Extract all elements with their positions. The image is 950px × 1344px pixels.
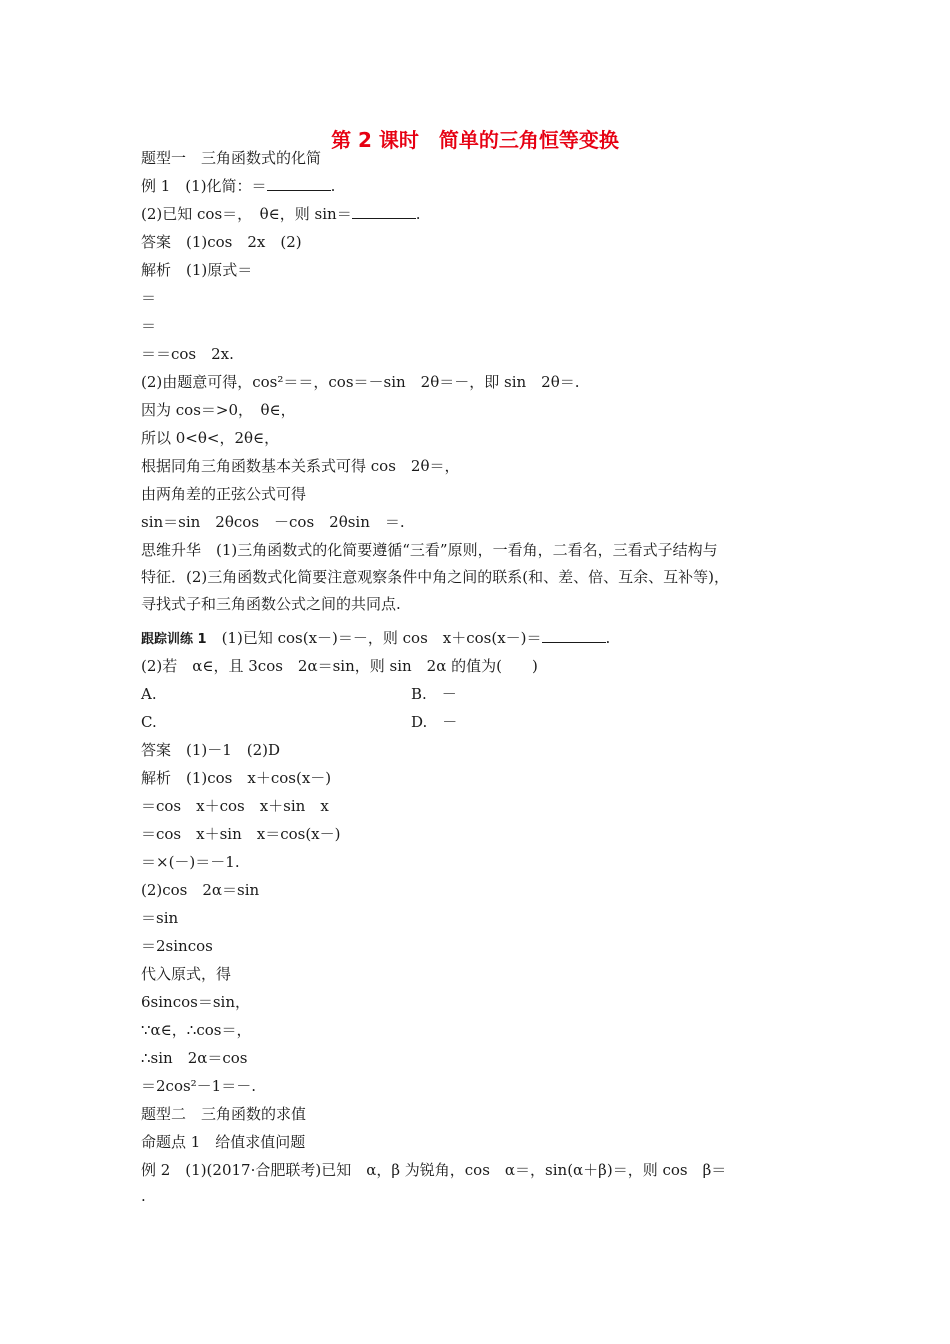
option-a: A. (141, 685, 157, 703)
equation-line: ＝cos x＋cos x＋sin x (141, 797, 329, 815)
text: (2)已知 cos＝， θ∈，则 sin＝ (141, 205, 352, 223)
equation-line: ＝ (141, 289, 157, 307)
equation-line: ＝＝cos 2x. (141, 345, 234, 363)
text: . (605, 629, 611, 647)
solution-line: sin＝sin 2θcos －cos 2θsin ＝. (141, 513, 405, 531)
summary-line: 思维升华 (1)三角函数式的化简要遵循“三看”原则，一看角，二看名，三看式子结构与 (141, 541, 718, 559)
answer-blank (542, 628, 606, 643)
answer-line: 答案 (1)cos 2x (2) (141, 233, 302, 251)
solution-line: 根据同角三角函数基本关系式可得 cos 2θ＝， (141, 457, 460, 475)
analysis-line: 解析 (1)原式＝ (141, 261, 253, 279)
equation-line: (2)cos 2α＝sin (141, 881, 260, 899)
equation-line: ＝ (141, 317, 157, 335)
answer-blank (352, 204, 416, 219)
solution-line: 代入原式，得 (141, 965, 232, 983)
equation-line: ＝2cos²－1＝－. (141, 1077, 256, 1095)
text: . (415, 205, 421, 223)
summary-line: 寻找式子和三角函数公式之间的共同点. (141, 595, 401, 613)
practice-1-q2: (2)若 α∈，且 3cos 2α＝sin，则 sin 2α 的值为( ) (141, 657, 538, 675)
option-c: C. (141, 713, 157, 731)
analysis-line: 解析 (1)cos x＋cos(x－) (141, 769, 332, 787)
option-b: B. － (411, 685, 457, 703)
practice-label: 跟踪训练 1 (141, 632, 207, 647)
practice-1-q1 (141, 628, 610, 650)
solution-line: (2)由题意可得，cos²＝＝，cos＝－sin 2θ＝－，即 sin 2θ＝. (141, 373, 580, 391)
equation-line: ＝sin (141, 909, 179, 927)
equation-line: ＝×(－)＝－1. (141, 853, 240, 871)
equation-line: 6sincos＝sin， (141, 993, 250, 1011)
equation-line: ∵α∈，∴cos＝， (141, 1021, 252, 1039)
example-1-q2 (141, 204, 421, 224)
section-heading-1: 题型一 三角函数式的化简 (141, 149, 322, 167)
text: (1)已知 cos(x－)＝－，则 cos x＋cos(x－)＝ (206, 629, 542, 647)
option-d: D. － (411, 713, 458, 731)
text: 例 1 (1)化简：＝ (141, 177, 267, 195)
solution-line: 由两角差的正弦公式可得 (141, 485, 307, 503)
summary-line: 特征．(2)三角函数式化简要注意观察条件中角之间的联系(和、差、倍、互余、互补等)， (141, 568, 729, 586)
topic-point-1: 命题点 1 给值求值问题 (141, 1133, 306, 1151)
equation-line: ＝cos x＋sin x＝cos(x－) (141, 825, 341, 843)
answer-line: 答案 (1)－1 (2)D (141, 741, 281, 759)
answer-blank (267, 176, 331, 191)
example-1-q1 (141, 176, 335, 196)
solution-line: 因为 cos＝>0， θ∈， (141, 401, 296, 419)
text: . (330, 177, 336, 195)
example-2-q1: 例 2 (1)(2017·合肥联考)已知 α，β 为锐角，cos α＝，sin(α＋β)＝，则 cos β＝ (141, 1161, 727, 1179)
page-title: 第 2 课时 简单的三角恒等变换 (331, 128, 619, 152)
section-heading-2: 题型二 三角函数的求值 (141, 1105, 307, 1123)
equation-line: ＝2sincos (141, 937, 213, 955)
solution-line: 所以 0<θ<，2θ∈， (141, 429, 280, 447)
example-2-tail: . (141, 1187, 146, 1205)
equation-line: ∴sin 2α＝cos (141, 1049, 248, 1067)
